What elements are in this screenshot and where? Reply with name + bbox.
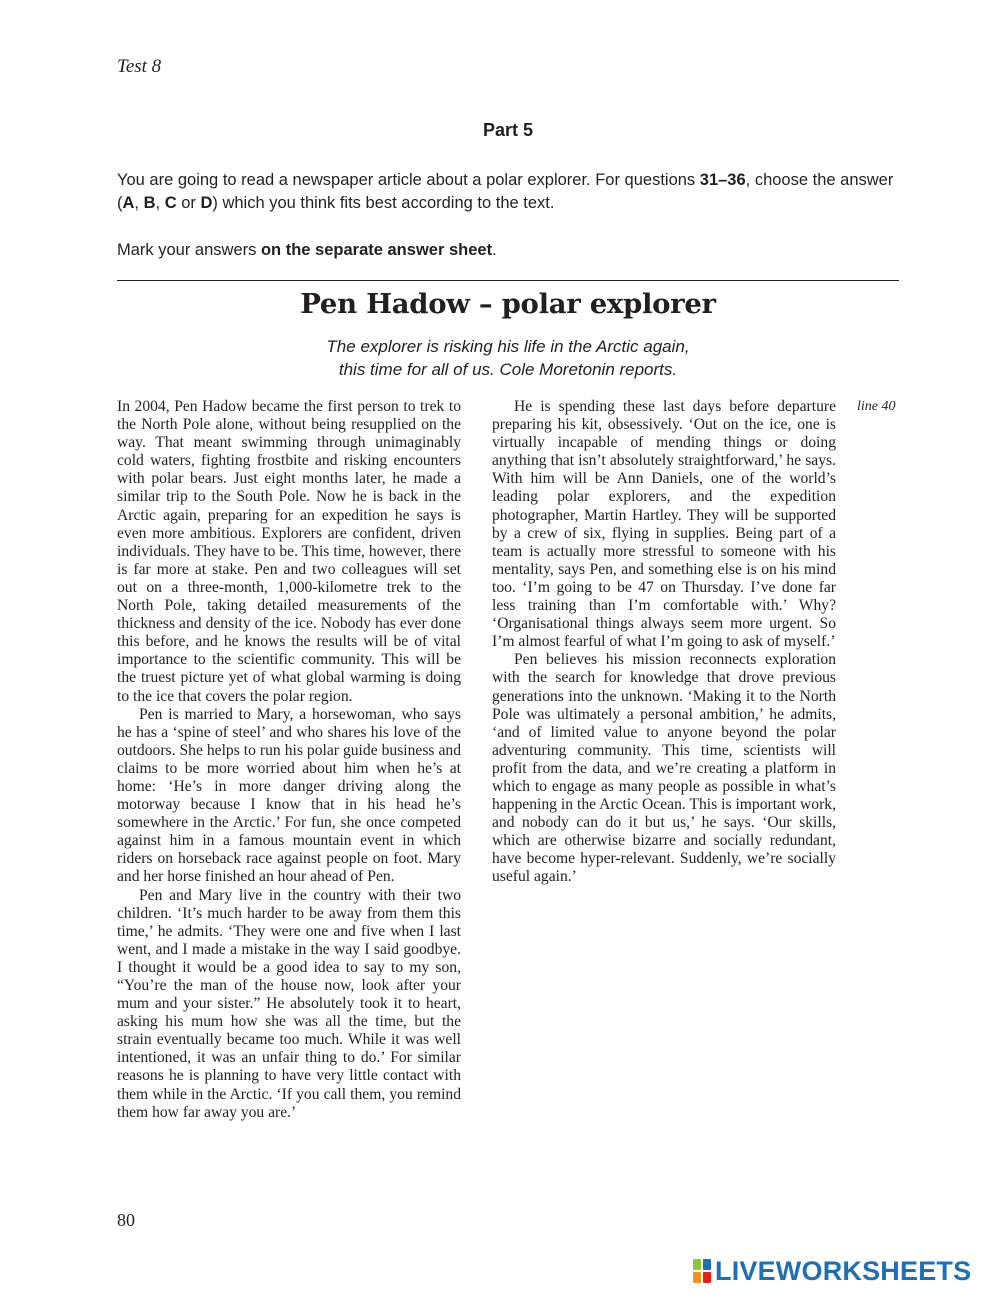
option-c: C: [164, 194, 177, 212]
option-d: D: [200, 194, 213, 212]
article-headline: Pen Hadow – polar explorer: [300, 288, 716, 320]
option-a: A: [122, 194, 135, 212]
article-paragraph-5: Pen believes his mission reconnects exploration with the search for knowledge that drove previous generations into the unknown. ‘Making it to the North Pole was ultimately a personal ambition,’ he admits, ‘and of limited value to anyone beyond the polar adventuring community. This time, scientists will profit from the data, and we’re creating a platform in which to engage as many people as possible in what’s happening in the Arctic Ocean. This is important work, and nobody can do it but us,’ he says. ‘Our skills, which are otherwise bizarre and socially redundant, have become hyper-relevant. Suddenly, we’re socially useful again.’: [492, 651, 836, 886]
line-reference: line 40: [857, 399, 896, 414]
logo-mark-tile: [703, 1259, 711, 1270]
article-paragraph-3: Pen and Mary live in the country with their two children. ‘It’s much harder to be away from them this time,’ he admits. ‘They were one and five when I last went, and I made a mistake in the way I said goodbye. I thought it would be a good idea to say to my son, “You’re the man of the house now, look after your mum and your sister.” He absolutely took it to heart, asking his mum how she was all the time, but the strain eventually became too much. While it was well intentioned, it was an unfair thing to do.’ For similar reasons he is planning to have very little contact with them while in the Arctic. ‘If you call them, you remind them how far away you are.’: [117, 886, 461, 1121]
instructions-text: You are going to read a newspaper article about a polar explorer. For questions 31–36, choose the answer (A, B, C or D) which you think fits best according to the text.: [117, 171, 894, 212]
article-column-left: [117, 398, 461, 1122]
part-title: Part 5: [482, 120, 534, 140]
option-b: B: [143, 194, 156, 212]
page-number: 80: [117, 1210, 135, 1230]
logo-mark-icon: [693, 1259, 711, 1283]
logo-text: LIVEWORKSHEETS: [715, 1255, 972, 1286]
logo-mark-tile: [693, 1259, 701, 1270]
article-paragraph-4: He is spending these last days before departure preparing his kit, obsessively. ‘Out on the ice, one is virtually incapable of mending things or doing anything that isn’t absolutely straightforward,’ he says. With him will be Ann Daniels, one of the world’s leading polar explorers, and the expedition photographer, Martin Hartley. They will be supported by a crew of six, flying in supplies. Being part of a team is actually more stressful to someone with his mentality, says Pen, and something else is on his mind too. ‘I’m going to be 47 on Thursday. I’ve done far less training than I’m comfortable with.’ Why? ‘Organisational things always seem more urgent. So I’m almost fearful of what I’m going to ask of myself.’: [492, 398, 836, 651]
test-label: Test 8: [117, 56, 162, 77]
logo-mark-tile: [703, 1272, 711, 1283]
divider-rule: [117, 280, 899, 281]
question-range: 31–36: [699, 171, 746, 189]
liveworksheets-logo: [693, 1256, 971, 1286]
article-standfirst: The explorer is risking his life in the Arctic again, this time for all of us. Cole Moretonin reports.: [326, 337, 690, 379]
logo-mark-tile: [693, 1272, 701, 1283]
article-paragraph-2: Pen is married to Mary, a horsewoman, who says he has a ‘spine of steel’ and who shares his love of the outdoors. She helps to run his polar guide business and claims to be more worried about him when he’s at home: ‘He’s in more danger driving along the motorway because I know that in his head he’s somewhere in the Arctic.’ For fun, she once competed against him in a famous mountain event in which riders on horseback race against people on foot. Mary and her horse finished an hour ahead of Pen.: [117, 705, 461, 886]
article-column-right: [492, 398, 836, 887]
article-paragraph-1: In 2004, Pen Hadow became the first person to trek to the North Pole alone, without being resupplied on the way. That meant swimming through unimaginably cold waters, fighting frostbite and risking encounters with polar bears. Just eight months later, he made a similar trip to the South Pole. Now he is back in the Arctic again, preparing for an expedition he says is even more ambitious. Explorers are confident, driven individuals. They have to be. This time, however, there is far more at stake. Pen and two colleagues will set out on a three-month, 1,000-kilometre trek to the North Pole, taking detailed measurements of the thickness and density of the ice. Nobody has ever done this before, and he knows the results will be of vital importance to the scientific community. This will be the truest picture yet of what global warming is doing to the ice that covers the polar region.: [117, 398, 461, 705]
answer-sheet-instruction: Mark your answers on the separate answer sheet.: [117, 241, 497, 259]
